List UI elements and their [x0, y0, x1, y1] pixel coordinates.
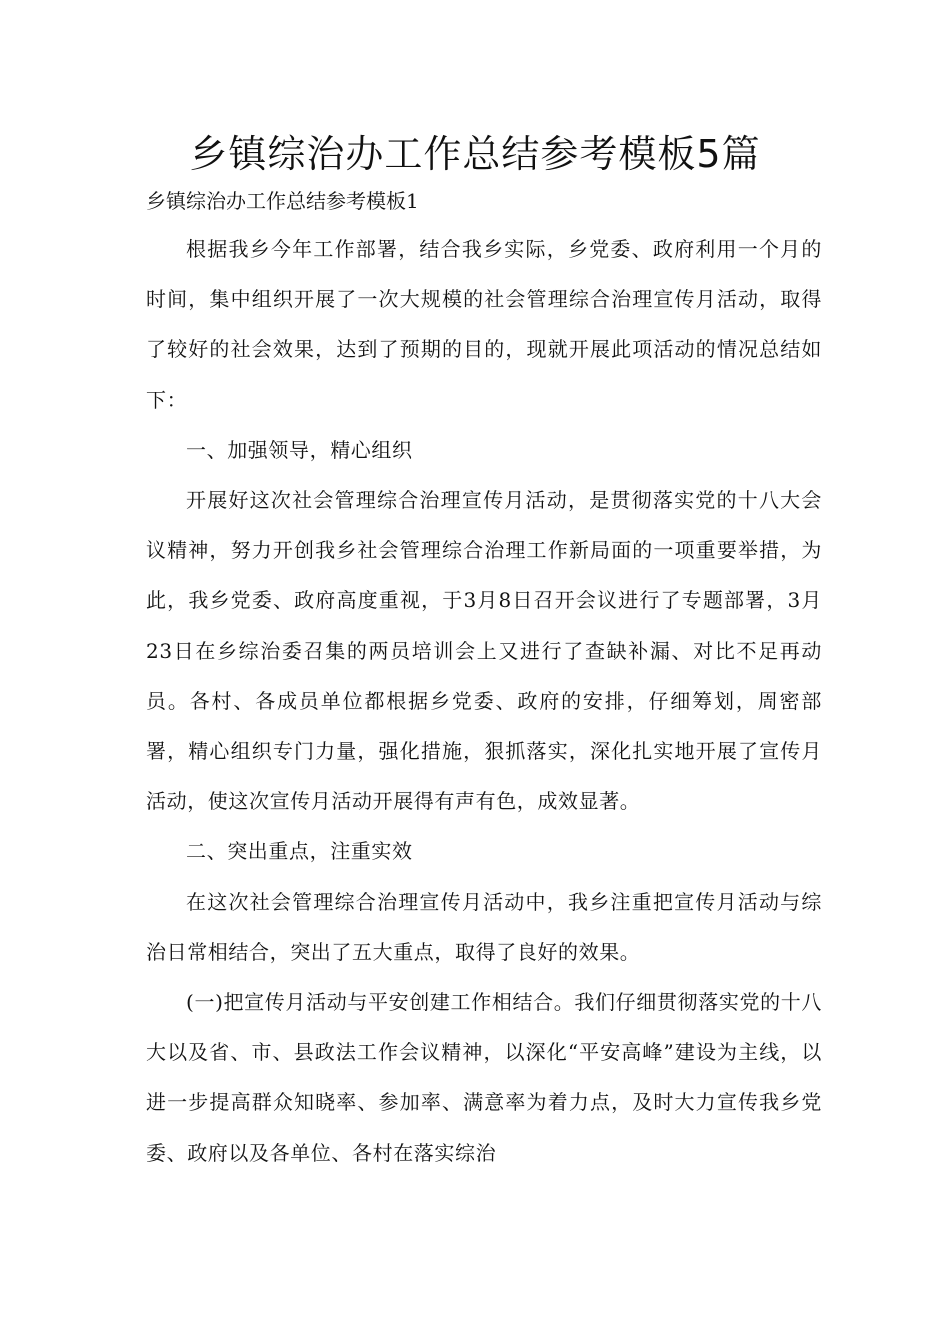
paragraph-section-2: 在这次社会管理综合治理宣传月活动中，我乡注重把宣传月活动与综治日常相结合，突出了五大重点，取得了良好的效果。 — [146, 889, 822, 964]
heading-section-1: 一、加强领导，精心组织 — [186, 437, 413, 462]
paragraph-intro: 根据我乡今年工作部署，结合我乡实际，乡党委、政府利用一个月的时间，集中组织开展了一次大规模的社会管理综合治理宣传月活动，取得了较好的社会效果，达到了预期的目的，现就开展此项活动的情况总结如下： — [146, 237, 822, 412]
document-body — [146, 224, 822, 1178]
paragraph-subsection-1: (一)把宣传月活动与平安创建工作相结合。我们仔细贯彻落实党的十八大以及省、市、县政法工作会议精神，以深化“平安高峰”建设为主线，以进一步提高群众知晓率、参加率、满意率为着力点，及时大力宣传我乡党委、政府以及各单位、各村在落实综治 — [146, 990, 822, 1165]
section-subtitle: 乡镇综治办工作总结参考模板1 — [146, 189, 419, 213]
heading-section-2: 二、突出重点，注重实效 — [186, 839, 413, 864]
paragraph-section-1: 开展好这次社会管理综合治理宣传月活动，是贯彻落实党的十八大会议精神，努力开创我乡社会管理综合治理工作新局面的一项重要举措，为此，我乡党委、政府高度重视，于3月8日召开会议进行了专题部署，3月23日在乡综治委召集的两员培训会上又进行了查缺补漏、对比不足再动员。各村、各成员单位都根据乡党委、政府的安排，仔细筹划，周密部署，精心组织专门力量，强化措施，狠抓落实，深化扎实地开展了宣传月活动，使这次宣传月活动开展得有声有色，成效显著。 — [146, 488, 822, 814]
document-title: 乡镇综治办工作总结参考模板5篇 — [189, 132, 761, 176]
